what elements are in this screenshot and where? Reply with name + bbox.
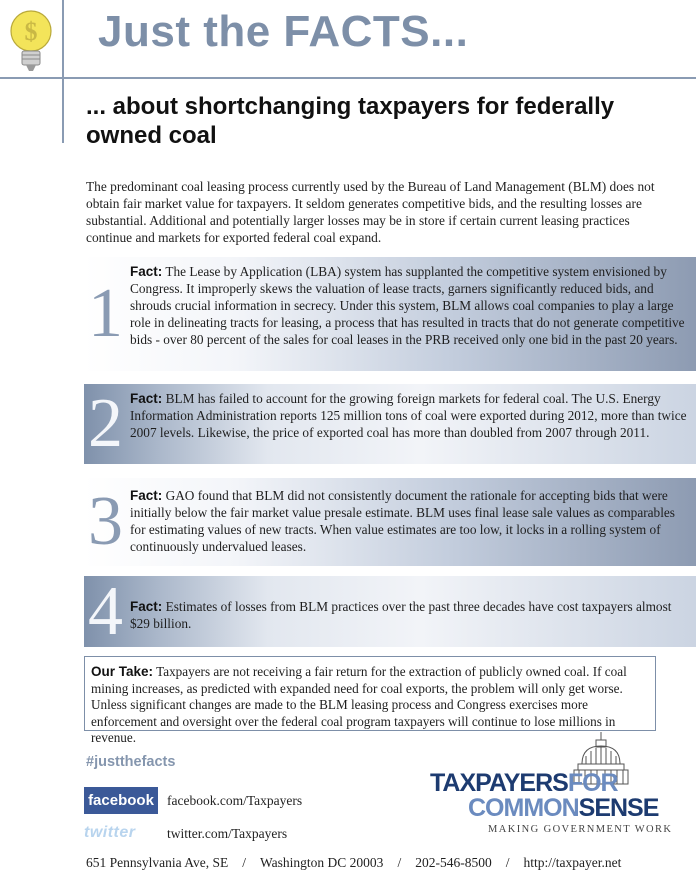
footer-separator: /: [397, 855, 402, 870]
fact-body: GAO found that BLM did not consistently document the rationale for accepting bids that were initially below the fair market value presale estimate. BLM uses final lease sale values as comparables for estimating values of new tracts. When value estimates are too low, it locks in a rolling system of continuously undervalued leases.: [130, 488, 675, 554]
footer-separator: /: [242, 855, 247, 870]
facebook-link[interactable]: facebook.com/Taxpayers: [167, 793, 303, 808]
our-take-label: Our Take:: [91, 664, 154, 679]
our-take-box: [84, 656, 656, 745]
hashtag[interactable]: #justthefacts: [86, 754, 176, 770]
facebook-icon[interactable]: facebook: [84, 787, 158, 814]
fact-number: 3: [88, 483, 123, 560]
fact-block-1: [84, 257, 696, 371]
fact-text: [130, 487, 692, 555]
footer-contact: [86, 855, 686, 871]
org-name-line-1: TAXPAYERSFOR: [430, 769, 618, 797]
header-vertical-rule: [62, 0, 64, 143]
fact-number: 4: [88, 572, 123, 650]
org-name-line-2: COMMONSENSE: [468, 794, 659, 822]
our-take-body: Taxpayers are not receiving a fair return for the extraction of publicly owned coal. If coal mining increases, as predicted with expanded need for coal exports, the problem will only get worse. Unless significant changes are made to the BLM leasing process and Congress exercises more enforcement and oversight over the federal coal program taxpayers will continue to lose millions in revenue.: [91, 664, 627, 745]
footer-address: 651 Pennsylvania Ave, SE: [86, 855, 229, 870]
fact-body: Estimates of losses from BLM practices over the past three decades have cost taxpayers almost $29 billion.: [130, 599, 672, 631]
fact-number: 2: [88, 385, 123, 462]
fact-label: Fact:: [130, 488, 163, 503]
fact-label: Fact:: [130, 391, 163, 406]
footer-city: Washington DC 20003: [260, 855, 384, 870]
fact-label: Fact:: [130, 264, 163, 279]
fact-number: 1: [88, 275, 123, 352]
fact-body: BLM has failed to account for the growing foreign markets for federal coal. The U.S. Energy Information Administration reports 125 million tons of coal were exported during 2012, more than twice 2007 levels. Likewise, the price of exported coal has more than doubled from 2007 through 2011.: [130, 391, 687, 440]
intro-paragraph: The predominant coal leasing process currently used by the Bureau of Land Management (BLM) does not obtain fair market value for taxpayers. It seldom generates competitive bids, and the resulting losses are substantial. Additional and potentially larger losses may be in store if certain current leasing practices continue and markets for exported federal coal expand.: [86, 179, 655, 245]
footer-website[interactable]: http://taxpayer.net: [523, 855, 622, 870]
footer-separator: /: [505, 855, 510, 870]
svg-text:$: $: [24, 17, 38, 46]
lightbulb-dollar-icon: [8, 8, 54, 74]
twitter-icon[interactable]: twitter: [84, 824, 136, 841]
fact-text: [130, 598, 692, 632]
org-tagline: MAKING GOVERNMENT WORK: [488, 824, 673, 835]
header-horizontal-rule: [0, 77, 696, 79]
twitter-link[interactable]: twitter.com/Taxpayers: [167, 826, 288, 841]
fact-text: [130, 390, 692, 441]
fact-block-4: [84, 572, 696, 650]
footer-phone[interactable]: 202-546-8500: [415, 855, 492, 870]
organization-logo: [426, 730, 676, 842]
page-subtitle: ... about shortchanging taxpayers for federally owned coal: [86, 93, 615, 149]
fact-block-3: [84, 478, 696, 566]
fact-block-2: [84, 384, 696, 464]
fact-body: The Lease by Application (LBA) system has supplanted the competitive system envisioned by Congress. It improperly skews the valuation of lease tracts, garners significantly reduced bids, and shrouds crucial information in secrecy. Under this system, BLM allows coal companies to play a large role in delineating tracts for leasing, a process that has resulted in tracts that do not generate competitive bids - over 80 percent of the sales for coal leases in the PRB received only one bid in the past 20 years.: [130, 264, 685, 347]
page-title: Just the FACTS...: [98, 7, 469, 56]
fact-text: [130, 263, 692, 348]
fact-label: Fact:: [130, 599, 163, 614]
